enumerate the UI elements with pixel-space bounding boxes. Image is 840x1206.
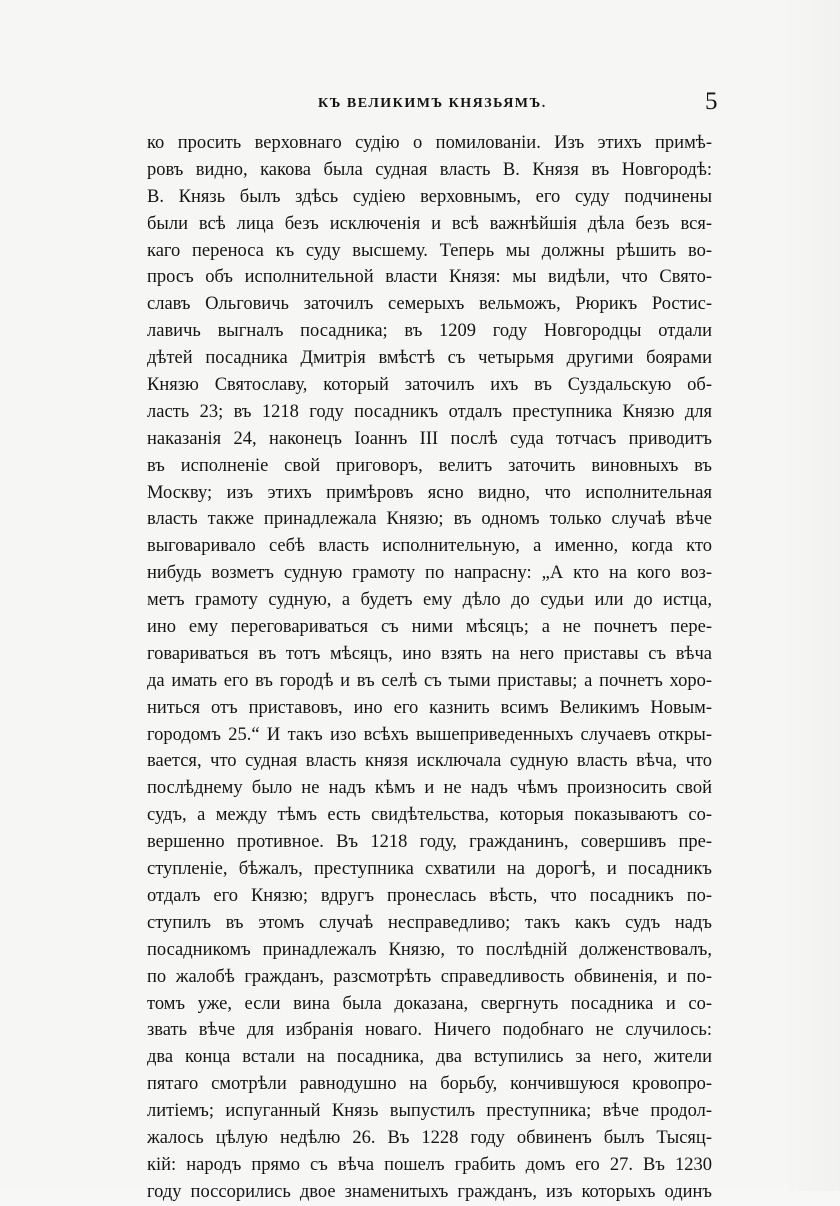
text-line: просъ объ исполнительной власти Князя: мы видѣли, что Свято- xyxy=(147,267,712,288)
text-line: власть также принадлежала Князю; въ одномъ только случаѣ вѣче xyxy=(147,509,712,530)
text-line: ниться отъ приставовъ, ино его казнить всимъ Великимъ Новым- xyxy=(147,697,712,718)
text-line: пятаго смотрѣли равнодушно на борьбу, кончившуюся кровопро- xyxy=(147,1074,712,1095)
text-line: жалось цѣлую недѣлю 26. Въ 1228 году обвиненъ былъ Тысяц- xyxy=(147,1127,712,1148)
text-line: ласть 23; въ 1218 году посадникъ отдалъ преступника Князю для xyxy=(147,401,712,422)
text-line: по жалобѣ гражданъ, разсмотрѣть справедливость обвиненія, и по- xyxy=(147,966,712,987)
text-line: ступилъ въ этомъ случаѣ несправедливо; такъ какъ судъ надъ xyxy=(147,912,712,933)
text-line: Москву; изъ этихъ примѣровъ ясно видно, что исполнительная xyxy=(147,482,712,503)
text-line: выговаривало себѣ власть исполнительную, а именно, когда кто xyxy=(147,536,712,557)
text-line: городомъ 25.“ И такъ изо всѣхъ вышеприведенныхъ случаевъ откры- xyxy=(147,724,712,745)
text-line: судъ, а между тѣмъ есть свидѣтельства, которыя показываютъ со- xyxy=(147,805,712,826)
text-line: каго переноса къ суду высшему. Теперь мы должны рѣшить во- xyxy=(147,240,712,261)
body-text xyxy=(147,130,712,1206)
text-line: вершенно противное. Въ 1218 году, гражданинъ, совершивъ пре- xyxy=(147,832,712,853)
text-line: говариваться въ тотъ мѣсяцъ, ино взять на него приставы съ вѣча xyxy=(147,643,712,664)
text-line: ровъ видно, какова была судная власть В. Князя въ Новгородѣ: xyxy=(147,159,712,180)
text-line: въ исполненіе свой приговоръ, велитъ заточить виновныхъ въ xyxy=(147,455,712,476)
text-line: вается, что судная власть князя исключала судную власть вѣча, что xyxy=(147,751,712,772)
text-line: томъ уже, если вина была доказана, свергнуть посадника и со- xyxy=(147,993,712,1014)
text-line: ко просить верховнаго судію о помилованіи. Изъ этихъ примѣ- xyxy=(147,133,712,153)
text-line: метъ грамоту судную, а будетъ ему дѣло до судьи или до истца, xyxy=(147,590,712,611)
text-line: наказанія 24, наконецъ Іоаннъ III послѣ суда тотчасъ приводитъ xyxy=(147,428,712,449)
page-number: 5 xyxy=(705,88,718,115)
text-line: славъ Ольговичь заточилъ семерыхъ вельможъ, Рюрикъ Ростис- xyxy=(147,294,712,315)
text-line: ино ему переговариваться съ ними мѣсяцъ; а не почнетъ пере- xyxy=(147,617,712,638)
text-line: ступленіе, бѣжалъ, преступника схватили на дорогѣ, и посадникъ xyxy=(147,859,712,880)
text-line: были всѣ лица безъ исключенія и всѣ важнѣйшія дѣла безъ вся- xyxy=(147,213,712,234)
text-line: дѣтей посадника Дмитрія вмѣстѣ съ четырьмя другими боярами xyxy=(147,348,712,369)
text-line: посадникомъ принадлежалъ Князю, то послѣдній долженствовалъ, xyxy=(147,939,712,960)
text-line: кій: народъ прямо съ вѣча пошелъ грабить домъ его 27. Въ 1230 xyxy=(147,1154,712,1175)
text-line: лавичь выгналъ посадника; въ 1209 году Новгородцы отдали xyxy=(147,321,712,342)
text-line: Князю Святославу, который заточилъ ихъ въ Суздальскую об- xyxy=(147,375,712,396)
text-line: году поссорились двое знаменитыхъ гражданъ, изъ которыхъ одинъ xyxy=(147,1181,712,1202)
text-line: звать вѣче для избранія новаго. Ничего подобнаго не случилось: xyxy=(147,1020,712,1041)
text-line: да имать его въ городѣ и въ селѣ съ тыми приставы; а почнетъ хоро- xyxy=(147,670,712,691)
text-line: два конца встали на посадника, два вступились за него, жители xyxy=(147,1047,712,1068)
text-line: послѣднему было не надъ кѣмъ и не надъ чѣмъ произносить свой xyxy=(147,778,712,799)
page-edge-shade xyxy=(780,0,840,1191)
text-line: отдалъ его Князю; вдругъ пронеслась вѣсть, что посадникъ по- xyxy=(147,885,712,906)
text-line: литіемъ; испуганный Князь выпустилъ преступника; вѣче продол- xyxy=(147,1101,712,1122)
text-line: нибудь возметъ судную грамоту по напрасну: „А кто на кого воз- xyxy=(147,563,712,584)
text-line: В. Князь былъ здѣсь судіею верховнымъ, его суду подчинены xyxy=(147,186,712,207)
running-head: КЪ ВЕЛИКИМЪ КНЯЗЬЯМЪ. xyxy=(318,96,547,111)
